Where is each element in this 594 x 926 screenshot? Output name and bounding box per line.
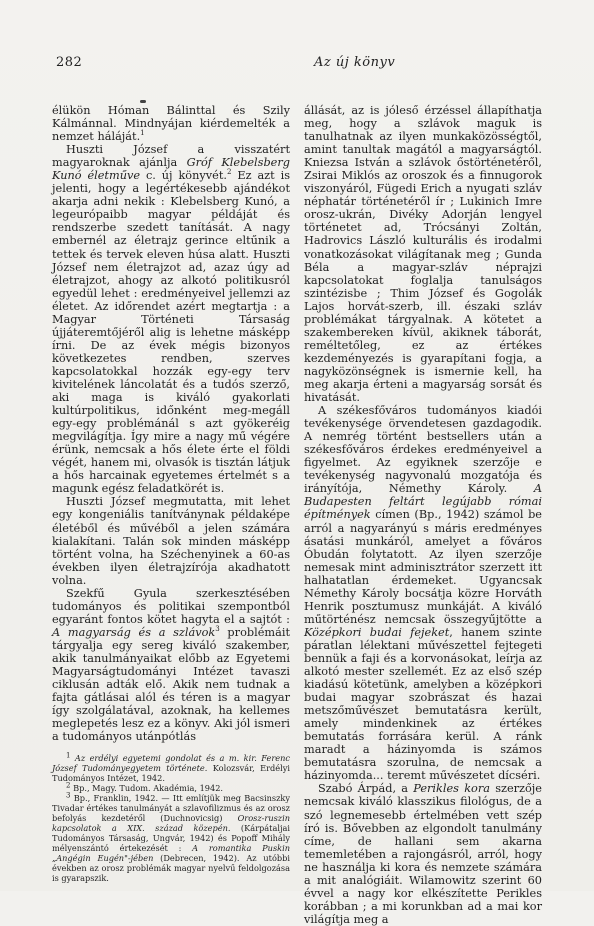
footnote-title: A romantika Puskin „Angégin Eugén"-jében <box>52 843 291 864</box>
footnote-ref: 2 <box>226 168 232 177</box>
paragraph <box>304 782 542 926</box>
paragraph-text: , hanem szinte páratlan lélektani művészettel fejtegeti bennük a faji és a korvonásokat, leírja az alkotó mester szellemét. Ez az első szép kiadású kötetünk, amelyben a középkori budai magyar szobrászat és hazai metszőművészet bemutatásra került, amely mindenkinek az értékes bemutatás forrására kerül. A ránk maradt a házinyomda is számos bemutatásra szorulna, de nemcsak a házinyomda... teremt művészetet dícséri. <box>304 625 542 783</box>
paragraph: Huszti József megmutatta, mit lehet egy kongeniális tanítványnak példaképe életéből és művéből a jelen számára kialakítani. Talán sok minden másképp történt volna, ha Széchenyinek a 60-as években ilyen életrajzírója akadhatott volna. <box>52 495 290 587</box>
book-title: A magyarság és a szlávok <box>52 625 216 639</box>
book-title: Gróf Klebelsberg Kunó életműve <box>52 156 290 183</box>
ornament-mark <box>140 100 146 103</box>
footnotes <box>52 753 290 883</box>
footnote <box>52 783 290 793</box>
book-title: Középkori budai fejeket <box>304 625 450 639</box>
paragraph-text: Huszti József a visszatért magyaroknak ajánlja <box>52 143 290 170</box>
paragraph: állását, az is jóleső érzéssel állapíthatja meg, hogy a szlávok maguk is tanulhatnak az ilyen munkaközösségtől, amint tanultak magától a magyarságtól. Kniezsa István a szlávok őstörténetéről, Zsirai Miklós az oroszok és a finnugorok viszonyáról, Fügedi Erich a nyugati szláv néphatár történetéről ír ; Lukinich Imre orosz-ukrán, Divéky Adorján lengyel történetet ad, Trócsányi Zoltán, Hadrovics László kulturális és irodalmi vonatkozásokat világítanak meg ; Gunda Béla a magyar-szláv néprajzi kapcsolatokat foglalja tanulságos szintézisbe ; Thim József és Gogolák Lajos horvát-szerb, ill. északi szláv problémákat tárgyalnak. A kötetet a szakembereken kívül, akiknek táborát, reméltetőleg, ez az értékes kezdeményezés is gyarapítani fogja, a nagyközönségnek is ismernie kell, ha meg akarja érteni a magyarság sorsát és hivatását. <box>304 104 542 405</box>
footnote-ref: 1 <box>140 129 145 138</box>
footnote-text: Kolozsvár, Erdélyi Tudományos Intézet, 1942. <box>52 763 290 784</box>
running-title: Az új könyv <box>314 55 396 70</box>
footnote-text: (Debrecen, 1942). Az utóbbi években az orosz problémák magyar nyelvű feldolgozása is gyarapszik. <box>52 853 290 884</box>
footnote <box>52 753 290 783</box>
paragraph-text: Szekfű Gyula szerkesztésében tudományos és politikai szempontból egyaránt fontos kötet hagyta el a sajtót : <box>52 586 290 626</box>
footnote-text: (Kárpátaljai Tudományos Társaság, Ungvár, 1942) és Popoff Mihály mélyenszántó értekezését : <box>52 823 290 854</box>
paragraph-text: címen (Bp., 1942) számol be arról a nagyarányú s máris eredményes ásatási munkáról, amelyet a főváros Óbudán folytatott. Az ilyen szerzője nemesak mint adminisztrátor szerzett itt halhatatlan érdemeket. Ugyancsak Némethy Károly bocsátja közre Horváth Henrik posztumusz munkáját. A kiváló műtörténész nemcsak összegyűjtötte a <box>304 508 542 626</box>
paragraph-text: Szabó Árpád, a <box>318 782 414 796</box>
right-column <box>304 104 542 926</box>
paragraph-text: élükön Hóman Bálinttal és Szily Kálmánnal. Mindnyájan kiérdemelték a nemzet háláját. <box>52 104 290 144</box>
footnote-title: Orosz-ruszin kapcsolatok a XIX. század közepén. <box>52 813 290 834</box>
book-title: A Budapesten feltárt legújabb római építmények <box>304 482 542 522</box>
footnote-ref: 3 <box>215 625 220 634</box>
footnote-number: 2 <box>66 781 71 790</box>
footnote-number: 1 <box>66 751 71 760</box>
footnote-text: Bp., Franklin, 1942. — Itt említjük meg Bacsinszky Tivadar értékes tanulmányát a szlavofilizmus és az orosz befolyás kezdetéről (Duchnovicsig) <box>52 793 290 824</box>
paragraph-text: c. új könyvét. <box>140 169 227 183</box>
paragraph-text: A székesfőváros tudományos kiadói tevékenysége örvendetesen gazdagodik. A nemrég történt bestsellers után a székesfőváros érdekes eredményeivel a figyelmet. Az egyiknek szerzője e tevékenység nagyvonalú mozgatója és irányítója, Némethy Károly. <box>304 404 542 496</box>
paragraph-text: szerzője nemcsak kiváló klasszikus filológus, de a szó legnemesebb értelmében vett szép író is. Bővebben az elgondolt tanulmány címe, de hallani sem akarna tememletében a rajongásról, arról, hogy ne használja ki kora és nemzete számára a mit analógiáit. Wilamowitz szerint 60 évvel a nagy kor elkészítette Perikles korábban ; a mi korunkban ad a mai kor világítja meg a <box>304 782 542 926</box>
footnote-title: Az erdélyi egyetemi gondolat és a m. kir. Ferenc József Tudományegyetem története. <box>52 753 290 774</box>
footnote-text: Bp., Magy. Tudom. Akadémia, 1942. <box>73 783 224 794</box>
left-column <box>52 104 290 883</box>
paragraph <box>52 143 290 495</box>
page-number: 282 <box>56 55 83 70</box>
paragraph <box>304 404 542 782</box>
paragraph-text: problémáit tárgyalja egy sereg kiváló szakember, akik tanulmányaikat előbb az Egyetemi Magyarságtudományi Intézet tavaszi ciklusán adták elő. Akik nem tudnak a fajta gátlásai alól és téren is a magyar így szolgálatával, azoknak, ha kellemes meglepetés lesz ez a könyv. Aki jól ismeri a tudományos utánpótlás <box>52 625 290 744</box>
paragraph <box>52 104 290 143</box>
footnote-number: 3 <box>66 791 71 800</box>
paragraph <box>52 587 290 744</box>
page-header <box>56 55 538 73</box>
paragraph-text: Ez azt is jelenti, hogy a legértékesebb ajándékot akarja adni nekik : Klebelsberg Kunó, a legeurópaibb magyar példáját és rendszerbe szedett tanítását. A nagy embernél az életrajz gerince eltűnik a tettek és tervek eleven húsa alatt. Huszti József nem életrajzot ad, azaz úgy ad életrajzot, ahogy az alkotó politikusról egyedül lehet : eredményeivel jellemzi az életet. Az időrendet azért megtartja : a Magyar Történeti Társaság újjáteremtőjéről alig is lehetne másképp írni. De az évek mégis bizonyos következetes rendben, szerves kapcsolatokkal hozzák egy-egy terv kivitelének láncolatát és a tudós szerző, aki maga is kiváló gyakorlati kultúrpolitikus, időnként meg-megáll egy-egy problémánál s azt gyökeréig megvilágítja. Így mire a nagy mű végére érünk, nemcsak a hős élete érte el földi végét, hanem mi, olvasók is tisztán látjuk a hős harcainak egyetemes értelmét s a magunk egész feladatkörét is. <box>52 169 290 496</box>
footnote <box>52 793 290 883</box>
book-title: Perikles kora <box>413 782 490 796</box>
